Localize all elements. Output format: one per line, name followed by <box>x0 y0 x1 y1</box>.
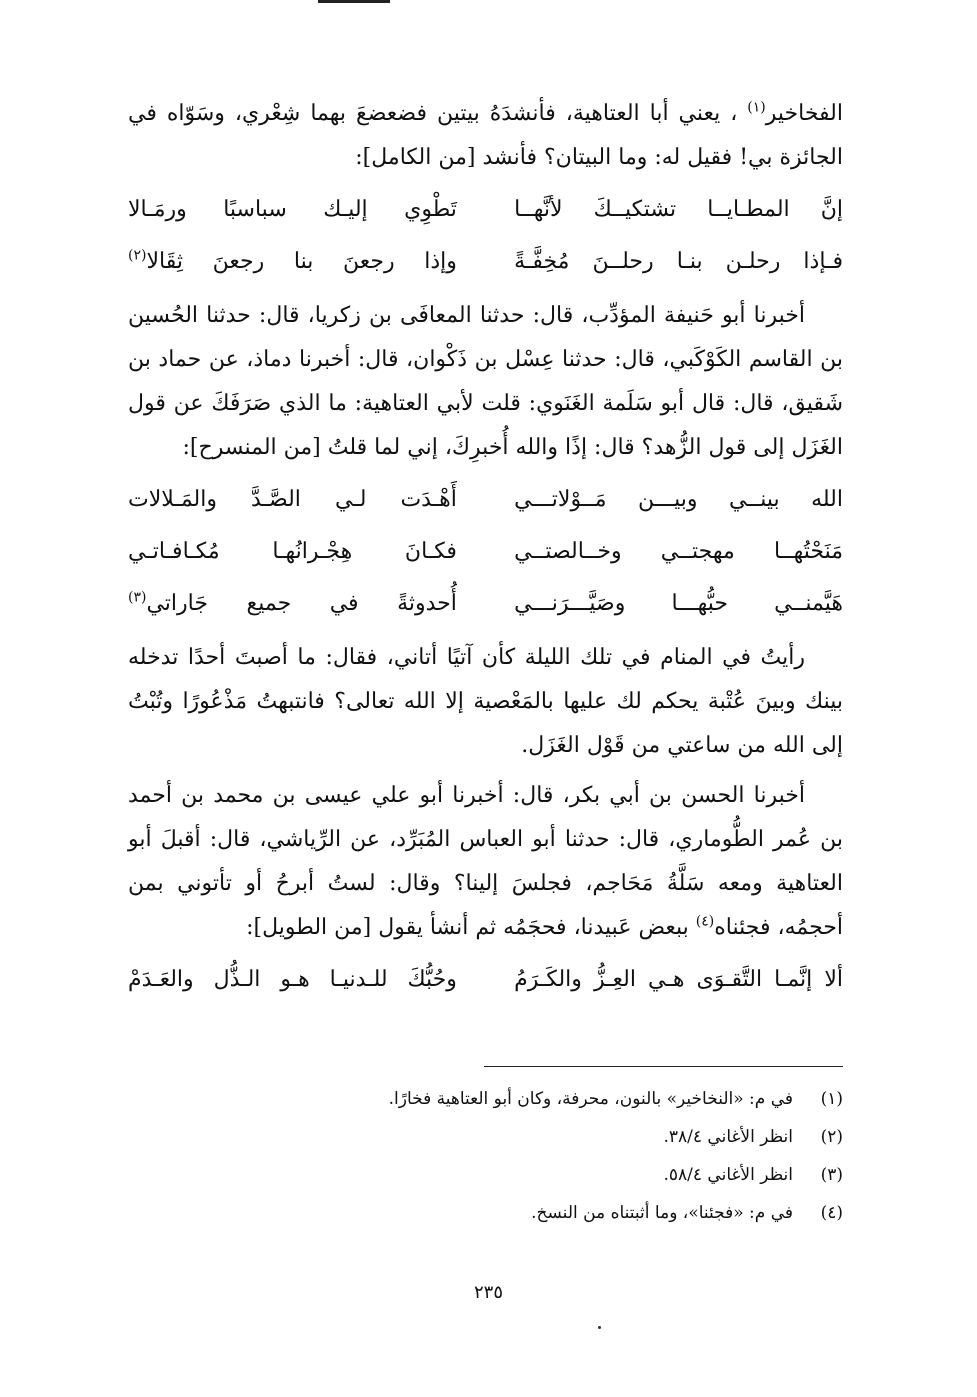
verse-first-hemistich: فـإذا رحلـن بنـا رحلــنَ مُخِفَّـةً <box>514 249 843 274</box>
footnote <box>128 1118 843 1156</box>
verse-line <box>128 578 843 630</box>
footnotes <box>128 1080 843 1232</box>
verse-second-hemistich: أَهْـدَت لـي الصَّـدَّ والمَـلالات <box>128 487 457 512</box>
footnote-text: في م: «النخاخير» بالنون، محرفة، وكان أبو العتاهية فخارًا. <box>388 1089 793 1109</box>
paragraph-3: رأيتُ في المنام في تلك الليلة كأن آتيًا أتاني، فقال: ما أصبتَ أحدًا تدخله بينك وبينَ عُتْبة يحكم لك عليها بالمَعْصية إلا الله تعالى؟ فانتبهتُ مَذْعُورًا وتُبْتُ إلى الله من ساعتي من قَوْل الغَزَل. <box>128 645 843 758</box>
paragraph-2: أخبرنا أبو حَنيفة المؤدِّب، قال: حدثنا المعافَى بن زكريا، قال: حدثنا الحُسين بن القاسم الكَوْكَبي، قال: حدثنا عِسْل بن ذَكْوان، قال: أخبرنا دماذ، عن حماد بن شَقيق، قال: قال أبو سَلَمة الغَنَوي: قلت لأبي العتاهية: ما الذي صَرَفَكَ عن قول الغَزَل إلى قول الزُّهد؟ قال: إذًا والله أُخبرِكَ، إني لما قلتُ [من المنسرح]: <box>128 303 843 460</box>
verse-second-hemistich: تَطْوِي إليـك سباسبًا ورمَـالا <box>128 197 457 222</box>
footnote-text: في م: «فجئنا»، وما أثبتناه من النسخ. <box>531 1203 793 1223</box>
poem-tawil <box>128 954 843 1006</box>
verse-second-hemistich: وإذا رجعنَ بنا رجعنَ ثِقَالا$^{(٢)}$ <box>128 247 457 274</box>
paragraph-1 <box>128 92 843 180</box>
footnote <box>128 1156 843 1194</box>
footnote-ref-3: (٣) <box>128 589 147 606</box>
verse-second-hemistich: فكـانَ هِجْـرانُهـا مُكـافـاتـي <box>128 539 457 564</box>
verse-first-hemistich: إنَّ المطـايــا تشتكيــكَ لأنَّهــا <box>514 197 843 222</box>
footnote-text: انظر الأغاني ٣٨/٤. <box>663 1127 793 1147</box>
poem-munsarih <box>128 474 843 630</box>
footnote-separator <box>484 1066 843 1067</box>
footnote-number: (٤) <box>820 1203 843 1223</box>
verse-line <box>128 236 843 288</box>
paragraph-4-text-b: ببعض عَبيدنا، فحجَمُه ثم أنشأ يقول [من الطويل]: <box>246 915 689 940</box>
top-rule-mark <box>318 0 390 3</box>
footnote <box>128 1194 843 1232</box>
footnote <box>128 1080 843 1118</box>
verse-first-hemistich: ألا إنَّمـا التَّقـوَى هـي العِـزُّ والكَـرَمُ <box>514 967 843 992</box>
paragraph-1-text-a: الفخاخير <box>765 101 843 126</box>
page-number: ٢٣٥ <box>473 1282 503 1303</box>
scan-speck <box>598 1326 601 1329</box>
footnote-number: (١) <box>820 1089 843 1109</box>
paragraph-4 <box>128 774 843 950</box>
footnote-text: انظر الأغاني ٥٨/٤. <box>663 1165 793 1185</box>
verse-line <box>128 954 843 1006</box>
footnote-ref-1: (١) <box>747 99 766 116</box>
poem-kamil <box>128 184 843 288</box>
verse-line <box>128 474 843 526</box>
footnote-number: (٢) <box>820 1127 843 1147</box>
footnote-ref-2: (٢) <box>128 247 147 264</box>
footnote-number: (٣) <box>820 1165 843 1185</box>
verse-line <box>128 526 843 578</box>
main-text <box>128 92 843 1012</box>
footnote-ref-4: (٤) <box>695 913 715 930</box>
verse-first-hemistich: الله بينــي وبيـــن مَــوْلاتـــي <box>514 487 843 512</box>
paragraph-4-text-a: أخبرنا الحسن بن أبي بكر، قال: أخبرنا أبو علي عيسى بن محمد بن أحمد بن عُمر الطُّوماري، قال: حدثنا أبو العباس المُبَرِّد، عن الرِّياشي، قال: أقبلَ أبو العتاهية ومعه سَلَّةُ مَحَاجم، فجلسَ إلينا؟ وقال: لستُ أبرحُ أو تأتوني بمن أحجمُه، فجئناه <box>128 783 843 940</box>
verse-second-hemistich: أُحدوثةً في جميع جَاراتي$^{(٣)}$ <box>128 589 457 616</box>
verse-first-hemistich: مَنَحْتُهــا مهجتــي وخــالصتــي <box>514 539 843 564</box>
verse-first-hemistich: هَيَّمنــي حبُّهـــا وصَيَّـــرَنـــي <box>514 591 843 616</box>
verse-second-hemistich: وحُبُّكَ للـدنيـا هـو الـذُّل والعَـدَمْ <box>128 967 457 992</box>
verse-line <box>128 184 843 236</box>
paragraph-1-text-b: ، يعني أبا العتاهية، فأنشدَهُ بيتين فضعضعَ بهما شِعْري، وسَوّاه في الجائزة بي! فقيل له: وما البيتان؟ فأنشد [من الكامل]: <box>128 101 843 170</box>
